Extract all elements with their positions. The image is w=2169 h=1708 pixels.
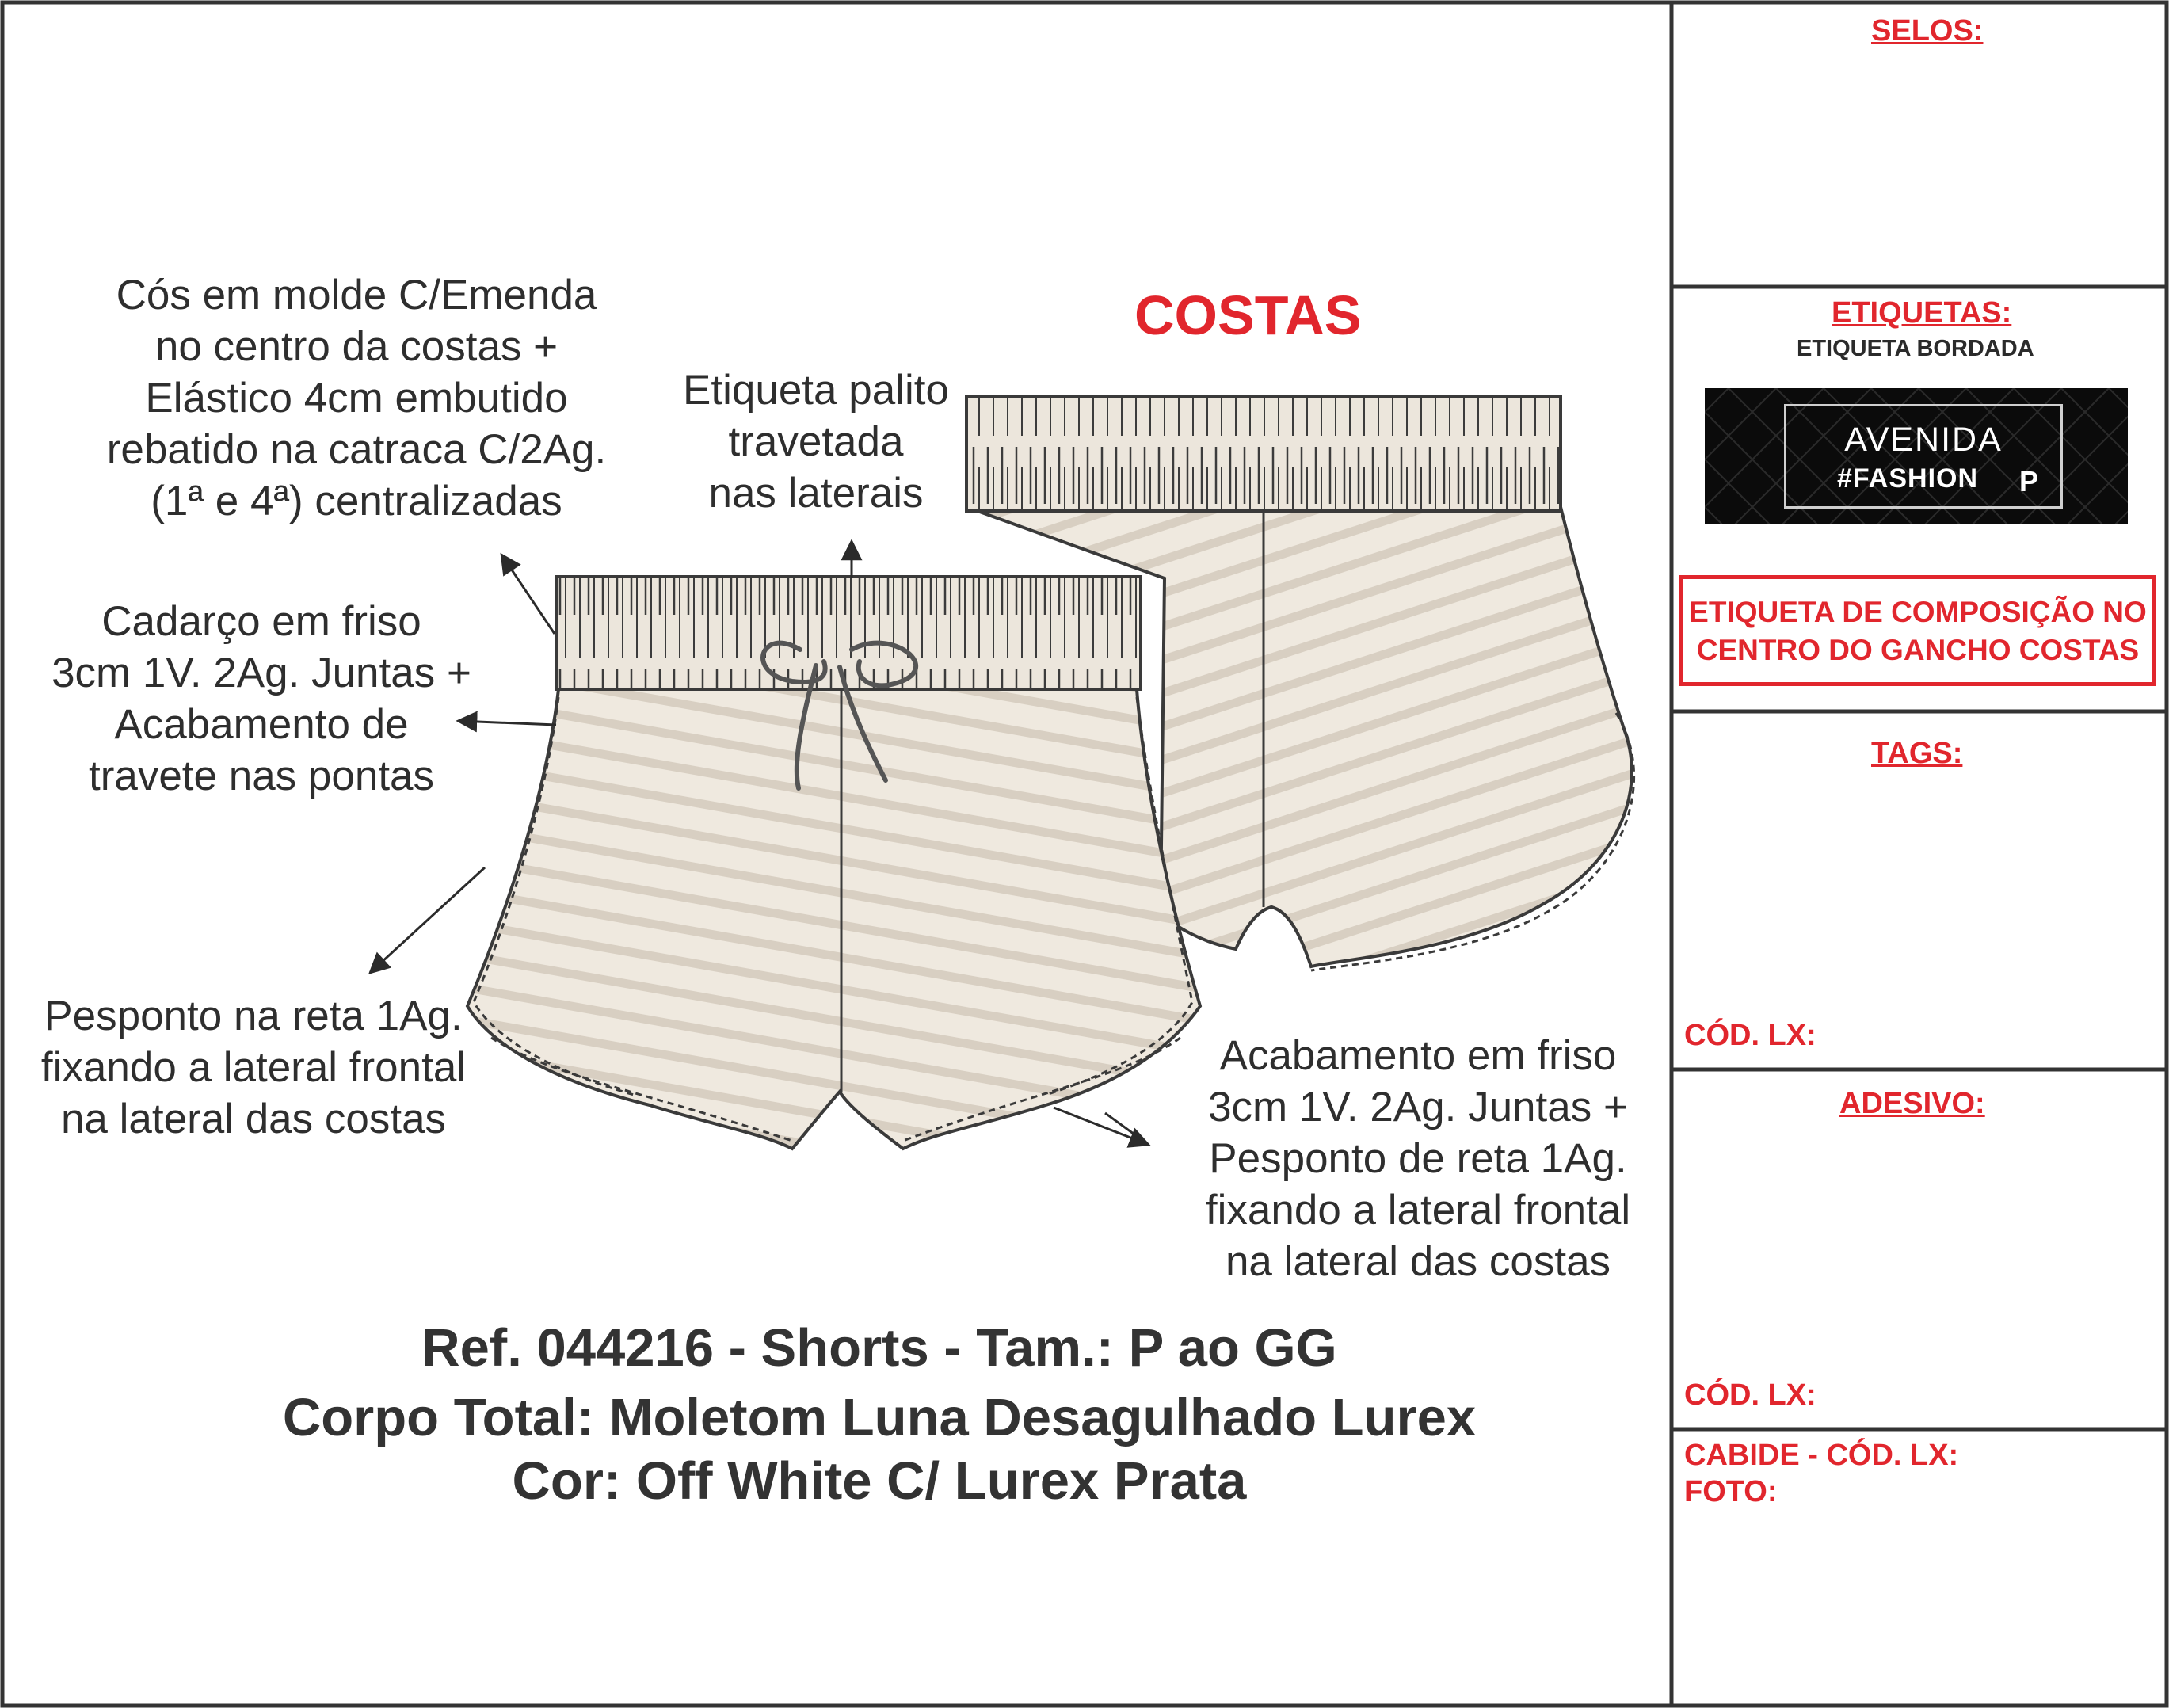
note-acabamento-line: Acabamento em friso: [1219, 1032, 1617, 1079]
note-cos-line: Cós em molde C/Emenda: [116, 272, 597, 318]
label-size-text: P: [2018, 465, 2038, 498]
note-pesponto-line: Pesponto na reta 1Ag.: [44, 993, 463, 1039]
label-brand-text: AVENIDA: [1844, 421, 2003, 459]
note-cos: [48, 269, 665, 527]
composition-line: CENTRO DO GANCHO COSTAS: [1696, 634, 2140, 666]
note-cadarco-line: 3cm 1V. 2Ag. Juntas +: [51, 650, 471, 696]
tags-cod-lx: CÓD. LX:: [1684, 1019, 1816, 1052]
note-etiqueta-palito: [650, 364, 982, 519]
note-pesponto-line: na lateral das costas: [60, 1096, 447, 1142]
foto-label: FOTO:: [1684, 1475, 1778, 1508]
label-tag-text: #FASHION: [1837, 463, 1979, 494]
tags-heading: TAGS:: [1871, 737, 1963, 770]
note-cos-line: Elástico 4cm embutido: [145, 375, 568, 421]
note-pesponto: [8, 990, 499, 1145]
note-acabamento-line: Pesponto de reta 1Ag.: [1209, 1135, 1627, 1182]
note-cadarco-line: travete nas pontas: [88, 753, 435, 799]
note-acabamento: [1172, 1030, 1664, 1287]
note-etiqueta-palito-line: Etiqueta palito: [683, 367, 949, 414]
note-cos-line: (1ª e 4ª) centralizadas: [151, 478, 562, 524]
adesivo-heading: ADESIVO:: [1839, 1087, 1985, 1120]
note-cadarco-line: Cadarço em friso: [101, 598, 421, 645]
note-cos-line: no centro da costas +: [154, 323, 558, 370]
cabide-cod-lx: CABIDE - CÓD. LX:: [1684, 1439, 1959, 1472]
selos-heading: SELOS:: [1871, 14, 1984, 48]
note-pesponto-line: fixando a lateral frontal: [40, 1044, 467, 1091]
note-acabamento-line: fixando a lateral frontal: [1205, 1187, 1631, 1233]
etiqueta-bordada-text: ETIQUETA BORDADA: [1797, 336, 2034, 361]
reference-line-3: Cor: Off White C/ Lurex Prata: [512, 1451, 1247, 1511]
view-title: COSTAS: [1134, 284, 1362, 346]
composition-label-note: [1679, 575, 2156, 686]
composition-line: ETIQUETA DE COMPOSIÇÃO NO: [1689, 596, 2147, 628]
reference-line-1: Ref. 044216 - Shorts - Tam.: P ao GG: [421, 1318, 1337, 1378]
woven-label-frame: [1784, 404, 2063, 509]
note-cadarco: [16, 596, 507, 802]
shorts-front-view: [467, 577, 1200, 1149]
note-acabamento-line: 3cm 1V. 2Ag. Juntas +: [1208, 1084, 1628, 1130]
note-cadarco-line: Acabamento de: [114, 701, 409, 748]
note-acabamento-line: na lateral das costas: [1225, 1238, 1611, 1285]
reference-line-2: Corpo Total: Moletom Luna Desagulhado Lurex: [282, 1388, 1477, 1447]
woven-label-image: [1705, 388, 2128, 524]
adesivo-cod-lx: CÓD. LX:: [1684, 1378, 1816, 1412]
note-etiqueta-palito-line: travetada: [728, 418, 904, 465]
etiquetas-heading: ETIQUETAS:: [1832, 296, 2012, 330]
note-etiqueta-palito-line: nas laterais: [708, 470, 924, 517]
note-cos-line: rebatido na catraca C/2Ag.: [106, 426, 607, 473]
